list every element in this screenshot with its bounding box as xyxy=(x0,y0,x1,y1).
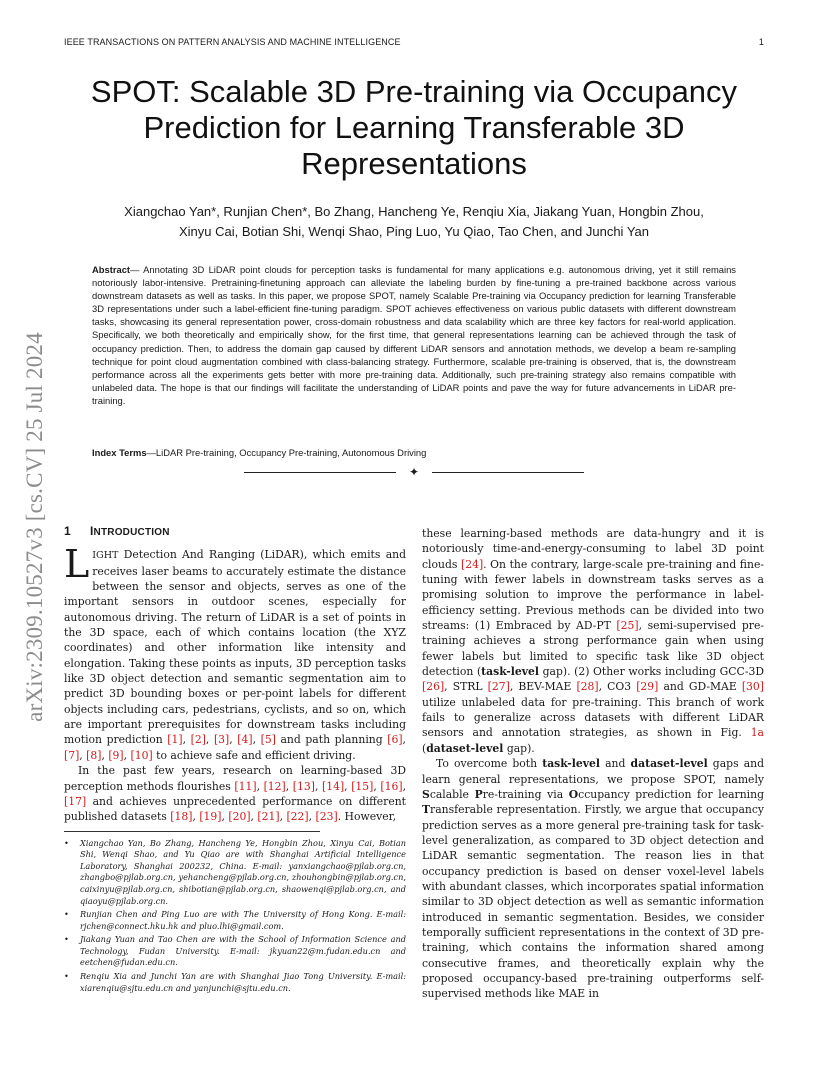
index-terms-label: Index Terms xyxy=(92,447,147,458)
section-divider xyxy=(244,466,584,480)
author-line-2: Xinyu Cai, Botian Shi, Wenqi Shao, Ping Luo, Yu Qiao, Tao Chen, and Junchi Yan xyxy=(178,224,649,239)
section-number: 1 xyxy=(64,524,71,538)
citation-link[interactable]: [9] xyxy=(108,748,124,762)
citation-link[interactable]: [11] xyxy=(234,779,257,793)
body-text: these learning-based methods are data-hungry and it is notoriously time-and-energy-consuming to label 3D point clouds xyxy=(422,527,764,571)
author-list xyxy=(70,202,758,242)
citation-link[interactable]: [21] xyxy=(257,810,280,824)
abstract-text: — Annotating 3D LiDAR point clouds for perception tasks is fundamental for many applications e.g. autonomous driving, yet it still remains notoriously labor-intensive. Pretraining-finetuning approach can alleviate the labeling burden by fine-tuning a pre-trained backbone across various downstream datasets as well as tasks. In this paper, we propose SPOT, namely Scalable Pre-training via Occupancy prediction for learning Transferable 3D representations under such a label-efficient fine-tuning paradigm. SPOT achieves effectiveness on various public datasets with different downstream tasks, showcasing its general representation power, cross-domain robustness and data scalability which are three key factors for real-world application. Specifically, we both theoretically and empirically show, for the first time, that general representations learning can be achieved through the task of occupancy prediction. Then, to address the domain gap caused by different LiDAR sensors and annotation methods, we develop a beam re-sampling technique for point cloud augmentation combined with class-balancing strategy. Furthermore, scalable pre-training is observed, that is, the downstream performance across all the experiments gets better with more pre-training data. Additionally, such pre-training strategy also remains compatible with unlabeled data. The hope is that our findings will facilitate the understanding of LiDAR points and pave the way for future advancements in LiDAR pre-training. xyxy=(92,264,736,406)
body-text: ( xyxy=(422,741,427,755)
left-column xyxy=(64,524,406,996)
citation-link[interactable]: [25] xyxy=(616,619,639,633)
emphasis-task-level: task-level xyxy=(542,757,601,771)
citation-link[interactable]: [13] xyxy=(292,779,315,793)
citation-link[interactable]: [26] xyxy=(422,680,445,694)
intro-text-d: In the past few years, research on learning-based 3D perception methods flourishes xyxy=(64,764,406,793)
acronym-letter: O xyxy=(568,787,579,801)
intro-text-c: to achieve safe and efficient driving. xyxy=(152,748,356,762)
index-terms xyxy=(92,446,736,459)
divider-line-right xyxy=(432,472,584,473)
citation-link[interactable]: [5] xyxy=(260,733,276,747)
citation-link[interactable]: [27] xyxy=(487,680,510,694)
emphasis-dataset-level: dataset-level xyxy=(426,741,504,755)
footnote-rule xyxy=(64,831,320,832)
citation-link[interactable]: [12] xyxy=(263,779,286,793)
citation-link[interactable]: [30] xyxy=(741,680,764,694)
citation-link[interactable]: [7] xyxy=(64,748,80,762)
body-text: gaps and learn general representations, we propose SPOT, namely xyxy=(422,757,765,786)
diamond-icon: ✦ xyxy=(408,465,420,479)
citation-link[interactable]: [3] xyxy=(213,733,230,747)
intro-paragraph-1: LIGHT Detection And Ranging (LiDAR), which emits and receives laser beams to accurately estimate the distance between the sensor and objects, serves as one of the important sensors in outdoor scenes, especially for autonomous driving. The return of LiDAR is a set of points in the 3D space, each of which contains location (the XYZ coordinates) and other information like intensity and elongation. Taking these points as inputs, 3D perception tasks like 3D object detection and semantic segmentation aim to predict 3D bounding boxes or per-point labels for different objects including cars, pedestrians, cyclists, and so on, which are important prerequisites for downstream tasks including motion prediction [1], [2], [3], [4], [5] and path planning [6], [7], [8], [9], [10] to achieve safe and efficient driving. xyxy=(64,542,406,762)
lead-word: IGHT xyxy=(92,550,119,562)
citation-link[interactable]: [28] xyxy=(576,680,599,694)
citation-link[interactable]: [2] xyxy=(190,733,206,747)
right-column xyxy=(422,526,764,1002)
citation-link[interactable]: [4] xyxy=(237,733,253,747)
divider-line-left xyxy=(244,472,396,473)
body-text: and GD-MAE xyxy=(658,680,742,694)
intro-text-f: . However, xyxy=(337,810,396,824)
intro-paragraph-4 xyxy=(422,756,764,1002)
body-text: ccupancy prediction for learning xyxy=(578,787,764,801)
citation-link[interactable]: [24] xyxy=(461,557,484,571)
body-text: , CO3 xyxy=(598,680,637,694)
citation-link[interactable]: [22] xyxy=(286,810,309,824)
author-line-1: Xiangchao Yan*, Runjian Chen*, Bo Zhang, Hancheng Ye, Renqiu Xia, Jiakang Yuan, Hongbin Zhou, xyxy=(124,204,704,219)
body-text: , semi-supervised pre-training achieves a strong performance gain when using fewer labels but limited to specific task like 3D object detection ( xyxy=(422,619,764,679)
intro-paragraph-2: In the past few years, research on learning-based 3D perception methods flourishes [11], [12], [13], [14], [15], [16], [17] and achieves unprecedented performance on different published datasets [18], [19], [20], [21], [22], [23]. However, xyxy=(64,764,407,824)
body-text: ransferable representation. Firstly, we argue that occupancy prediction serves as a more general pre-training task for task-level generalization, as compared to 3D object detection and LiDAR semantic segmentation. The reason lies in that occupancy prediction is based on denser voxel-level labels with abundant classes, which incorporates spatial information similar to 3D object detection as well as semantic information introduced in semantic segmentation. Besides, we consider temporally sufficient representations in the context of 3D pre-training, which contains the information shared among consecutive frames, and theoretically explain why the proposed occupancy-based pre-training outperforms self-supervised methods like MAE in xyxy=(422,803,764,1001)
body-text: , STRL xyxy=(444,680,488,694)
paper-title: SPOT: Scalable 3D Pre-training via Occupancy Prediction for Learning Transferable 3D Representations xyxy=(90,74,738,181)
citation-link[interactable]: [16] xyxy=(380,779,403,793)
citation-link[interactable]: [29] xyxy=(636,680,659,694)
citation-link[interactable]: [20] xyxy=(228,810,251,824)
citation-link[interactable]: [15] xyxy=(351,779,374,793)
body-text: calable xyxy=(429,787,475,801)
section-title-rest: NTRODUCTION xyxy=(93,527,170,538)
citation-link[interactable]: [17] xyxy=(64,794,87,808)
citation-link[interactable]: [18] xyxy=(170,810,193,824)
section-heading-introduction xyxy=(64,524,406,540)
citation-link[interactable]: [1] xyxy=(167,733,183,747)
abstract-label: Abstract xyxy=(92,264,131,275)
body-text: gap). xyxy=(503,741,535,755)
emphasis-task-level: task-level xyxy=(481,665,539,679)
arxiv-identifier: arXiv:2309.10527v3 [cs.CV] 25 Jul 2024 xyxy=(22,332,47,722)
section-title-initial: I xyxy=(90,524,94,538)
body-text: . On the contrary, large-scale pre-training and fine-tuning with fewer labels in downstream tasks serves as a promising solution to improve the performance in label-efficiency setting. Previous methods can be divided into two streams: (1) Embraced by AD-PT xyxy=(422,557,764,633)
acronym-letter: P xyxy=(474,787,483,801)
body-text: , BEV-MAE xyxy=(509,680,577,694)
body-text: and xyxy=(600,757,631,771)
citation-link[interactable]: [6] xyxy=(387,733,403,747)
intro-paragraph-3 xyxy=(422,526,764,756)
footnote-item: • Renqiu Xia and Junchi Yan are with Shanghai Jiao Tong University. E-mail: xiarenqiu@sjtu.edu.cn and yanjunchi@sjtu.edu.cn. xyxy=(64,971,406,994)
intro-text-b: and path planning xyxy=(275,733,388,747)
citation-link[interactable]: [10] xyxy=(130,748,153,762)
intro-text-e: and achieves unprecedented performance on different published datasets xyxy=(64,794,406,824)
page-number: 1 xyxy=(758,37,764,47)
footnote-item: • Jiakang Yuan and Tao Chen are with the School of Information Science and Technology, Fudan University. E-mail: jkyuan22@m.fudan.edu.cn and eetchen@fudan.edu.cn. xyxy=(64,934,406,969)
body-text: To overcome both xyxy=(436,757,543,771)
citation-link[interactable]: [19] xyxy=(199,810,222,824)
citation-link[interactable]: [8] xyxy=(86,748,102,762)
dropcap: L xyxy=(64,542,90,587)
body-text: gap). (2) Other works including GCC-3D xyxy=(538,665,764,679)
emphasis-dataset-level: dataset-level xyxy=(630,757,708,771)
figure-link[interactable]: 1a xyxy=(750,726,764,740)
intro-text-a: Detection And Ranging (LiDAR), which emits and receives laser beams to accurately estimate the distance between the sensor and objects, serves as one of the important sensors in outdoor scenes, especially for autonomous driving. The return of LiDAR is a set of points in the 3D space, each of which contains location (the XYZ coordinates) and other information like intensity and elongation. Taking these points as inputs, 3D perception tasks like 3D object detection and semantic segmentation aim to predict 3D bounding boxes or per-point labels for different objects including cars, pedestrians, cyclists, and so on, which are important prerequisites for downstream tasks including motion prediction xyxy=(64,548,406,747)
arxiv-stamp xyxy=(20,292,50,762)
index-terms-text: —LiDAR Pre-training, Occupancy Pre-training, Autonomous Driving xyxy=(146,447,427,458)
journal-name: IEEE TRANSACTIONS ON PATTERN ANALYSIS AND MACHINE INTELLIGENCE xyxy=(64,37,401,47)
abstract xyxy=(92,263,736,407)
footnote-item: • Runjian Chen and Ping Luo are with The University of Hong Kong. E-mail: rjchen@connect.hku.hk and pluo.lhi@gmail.com. xyxy=(64,909,406,932)
footnote-item: • Xiangchao Yan, Bo Zhang, Hancheng Ye, Hongbin Zhou, Xinyu Cai, Botian Shi, Wenqi Shao, and Yu Qiao are with Shanghai Artificial Intelligence Laboratory, Shanghai 200232, China. E-mail: yanxiangchao@pjlab.org.cn, zhangbo@pjlab.org.cn, yehancheng@pjlab.org.cn, zhouhongbin@pjlab.org.cn, caixinyu@pjlab.org.cn, shibotian@pjlab.org.cn, shaowenqi@pjlab.org.cn, and qiaoyu@pjlab.org.cn. xyxy=(64,838,406,908)
running-head xyxy=(64,37,764,49)
affiliation-footnotes xyxy=(64,838,406,995)
body-text: re-training via xyxy=(482,787,569,801)
citation-link[interactable]: [23] xyxy=(315,810,338,824)
citation-link[interactable]: [14] xyxy=(322,779,345,793)
body-text: utilize unlabeled data for pre-training. This branch of work fails to generalize across datasets with different LiDAR sensors and annotation strategies, as shown in Fig. xyxy=(422,695,764,740)
acronym-letter: S xyxy=(422,787,430,801)
acronym-letter: T xyxy=(422,803,431,817)
